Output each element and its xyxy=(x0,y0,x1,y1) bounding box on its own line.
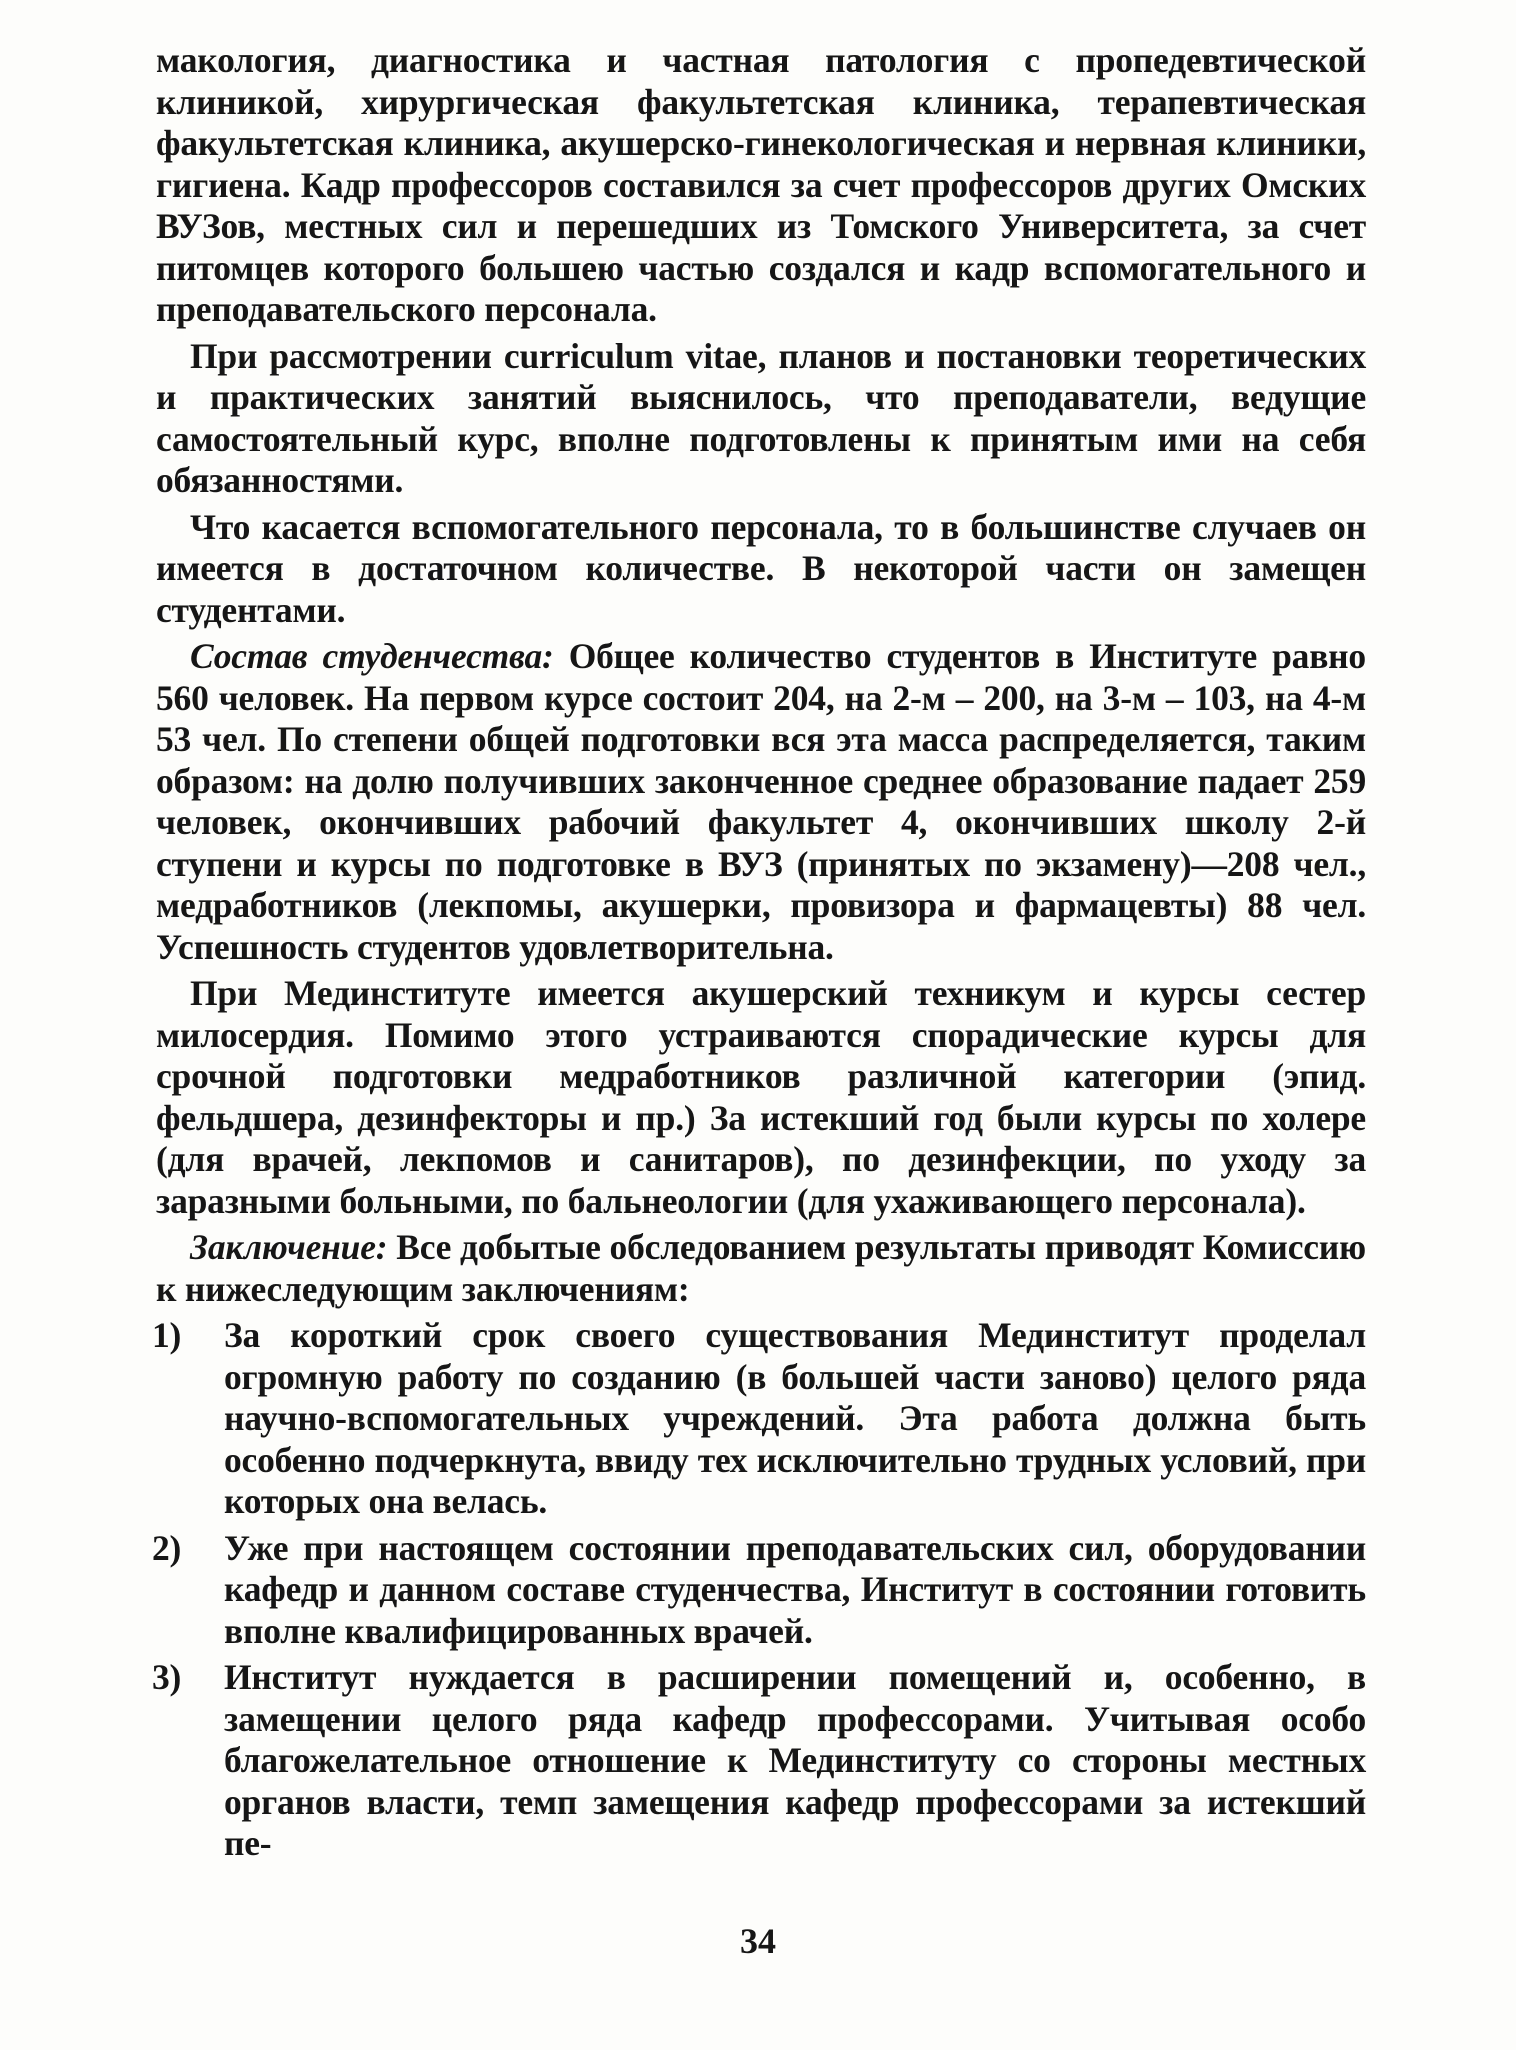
paragraph-curriculum xyxy=(156,336,1366,502)
list-item xyxy=(152,1527,1366,1653)
list-item xyxy=(152,1657,1366,1865)
list-item-number: 3) xyxy=(152,1657,182,1697)
paragraph-lead: Состав студенчества: xyxy=(190,636,554,676)
paragraph-lead: Заключение: xyxy=(190,1227,388,1267)
list-item-text: Институт нуждается в расширении помещений и, особенно, в замещении целого ряда кафедр профессорами. Учитывая особо благожелательное отношение к Мединституту со стороны местных органов власти, темп замещения кафедр профессорами за истекший пе- xyxy=(224,1657,1366,1863)
paragraph-conclusion xyxy=(156,1227,1366,1310)
paragraph-courses xyxy=(156,973,1366,1222)
paragraph-text: Что касается вспомогательного персонала, то в большинстве случаев он имеется в достаточном количестве. В некоторой части он замещен студентами. xyxy=(156,506,1366,630)
paragraph-faculties xyxy=(156,40,1366,331)
body-text xyxy=(152,40,1366,1870)
paragraph-text: макология, диагностика и частная патология с пропедевтической клиникой, хирургическая факультетская клиника, терапевтическая факультетская клиника, акушерско-гинекологическая и нервная клиники, гигиена. Кадр профессоров составился за счет профессоров других Омских ВУЗов, местных сил и перешедших из Томского Университета, за счет питомцев которого большею частью создался и кадр вспомогательного и преподавательского персонала. xyxy=(156,40,1366,329)
paragraph-text: При Мединституте имеется акушерский техникум и курсы сестер милосердия. Помимо этого устраиваются спорадические курсы для срочной подготовки медработников различной категории (эпид. фельдшера, дезинфекторы и пр.) За истекший год были курсы по холере (для врачей, лекпомов и санитаров), по дезинфекции, по уходу за заразными больными, по бальнеологии (для ухаживающего персонала). xyxy=(156,973,1366,1221)
paragraph-text: При рассмотрении curriculum vitae, планов и постановки теоретических и практических занятий выяснилось, что преподаватели, ведущие самостоятельный курс, вполне подготовлены к принятым ими на себя обязанностями. xyxy=(156,335,1366,500)
list-item-text: За короткий срок своего существования Мединститут проделал огромную работу по созданию (в большей части заново) целого ряда научно-вспомогательных учреждений. Эта работа должна быть особенно подчеркнута, ввиду тех исключительно трудных условий, при которых она велась. xyxy=(224,1315,1366,1521)
list-item-number: 2) xyxy=(152,1527,182,1568)
paragraph-auxiliary-staff xyxy=(156,507,1366,632)
page-number: 34 xyxy=(740,1921,776,1961)
paragraph-text: Общее количество студентов в Институте равно 560 человек. На первом курсе состоит 204, на 2-м – 200, на 3-м – 103, на 4-м 53 чел. По степени общей подготовки вся эта масса распределяется, таким образом: на долю получивших законченное среднее образование падает 259 человек, окончивших рабочий факультет 4, окончивших школу 2-й ступени и курсы по подготовке в ВУЗ (принятых по экзамену)—208 чел., медработников (лекпомы, акушерки, провизора и фармацевты) 88 чел. Успешность студентов удовлетворительна. xyxy=(156,636,1366,967)
list-item-number: 1) xyxy=(152,1315,182,1355)
paragraph-text: Все добытые обследованием результаты приводят Комиссию к нижеследующим заключениям: xyxy=(156,1227,1366,1309)
conclusions-list xyxy=(152,1315,1366,1865)
list-item xyxy=(152,1315,1366,1523)
list-item-text: Уже при настоящем состоянии преподавательских сил, оборудовании кафедр и данном составе студенчества, Институт в состоянии готовить вполне квалифицированных врачей. xyxy=(224,1527,1366,1651)
paragraph-student-body xyxy=(156,636,1366,968)
